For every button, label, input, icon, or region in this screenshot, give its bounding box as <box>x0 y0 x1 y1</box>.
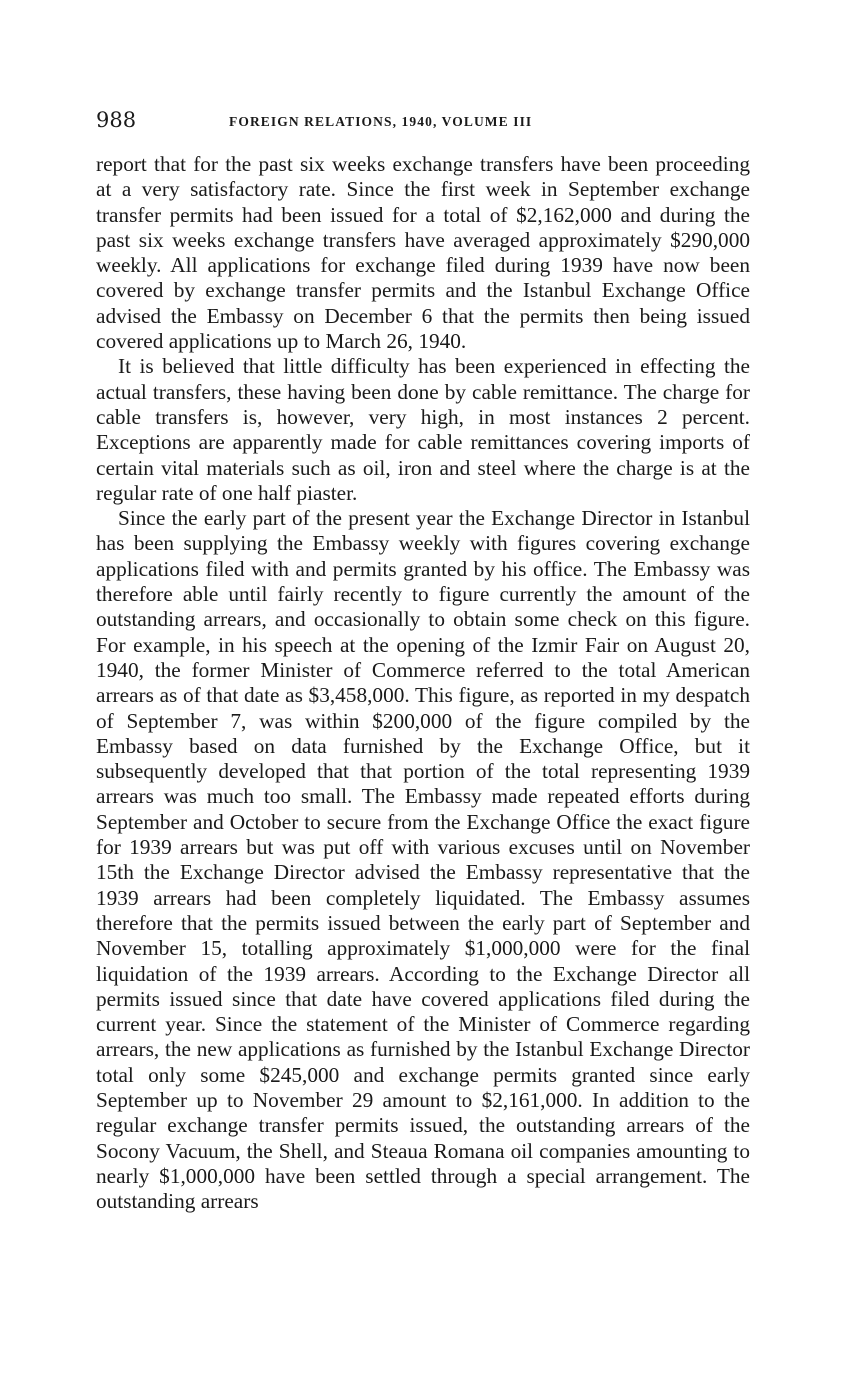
paragraph-transfers: It is believed that little difficulty has been experienced in effecting the actual transfers, these having been done by cable remittance. The charge for cable transfers is, however, very high, in most instances 2 percent. Exceptions are apparently made for cable remittances covering imports of certain vital materials such as oil, iron and steel where the charge is at the regular rate of one half piaster. <box>96 354 750 505</box>
running-head <box>96 108 750 138</box>
running-head-title: FOREIGN RELATIONS, 1940, VOLUME III <box>229 114 533 129</box>
document-page <box>96 108 750 1214</box>
paragraph-arrears: Since the early part of the present year the Exchange Director in Istanbul has been supplying the Embassy weekly with figures covering exchange applications filed with and permits granted by his office. The Embassy was therefore able until fairly recently to figure currently the amount of the outstanding arrears, and occasionally to obtain some check on this figure. For example, in his speech at the opening of the Izmir Fair on August 20, 1940, the former Minister of Commerce referred to the total American arrears as of that date as $3,458,000. This figure, as reported in my despatch of September 7, was within $200,000 of the figure compiled by the Embassy based on data furnished by the Exchange Office, but it subsequently developed that that portion of the total representing 1939 arrears was much too small. The Embassy made repeated efforts during September and October to secure from the Exchange Office the exact figure for 1939 arrears but was put off with various excuses until on November 15th the Exchange Director advised the Embassy representative that the 1939 arrears had been completely liquidated. The Embassy assumes therefore that the permits issued between the early part of September and November 15, totalling approximately $1,000,000 were for the final liquidation of the 1939 arrears. According to the Exchange Director all permits issued since that date have covered applications filed during the current year. Since the statement of the Minister of Commerce regarding arrears, the new applications as furnished by the Istanbul Exchange Director total only some $245,000 and exchange permits granted since early September up to November 29 amount to $2,161,000. In addition to the regular exchange transfer permits issued, the outstanding arrears of the Socony Vacuum, the Shell, and Steaua Romana oil companies amounting to nearly $1,000,000 have been settled through a special arrangement. The outstanding arrears <box>96 506 750 1214</box>
paragraph-continued: report that for the past six weeks exchange transfers have been proceeding at a very satisfactory rate. Since the first week in September exchange transfer permits had been issued for a total of $2,162,000 and during the past six weeks exchange transfers have averaged approximately $290,000 weekly. All applications for exchange filed during 1939 have now been covered by exchange transfer permits and the Istanbul Exchange Office advised the Embassy on December 6 that the permits then being issued covered applications up to March 26, 1940. <box>96 152 750 354</box>
body-text <box>96 152 750 1214</box>
page-number: 988 <box>96 108 137 132</box>
